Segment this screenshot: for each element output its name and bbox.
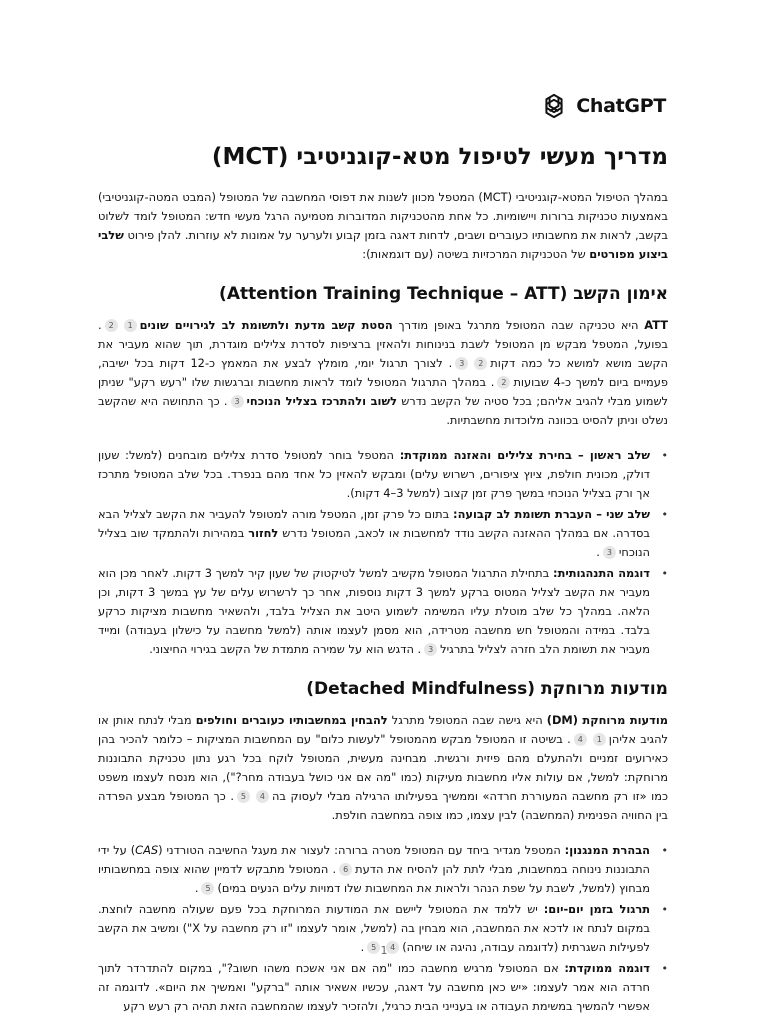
document-body	[98, 142, 668, 1018]
dm-paragraph: מודעות מרוחקת (DM) היא גישה שבה המטופל מתרגל להבחין במחשבותיו כעוברים וחולפים מבלי לנתח אותן או להגיב אליהן14. בשיטה זו המטופל מבקש מהמטופל "לעשות כלום" עם המחשבות המציקות – כלומר להכיר בהן כאירועים זמניים ולהתעלם מהם פיזית ורגשית. מבחינה מעשית, המטופל לוקח בכל רגע נתון טכניקת התבוננות מרוחקת: למשל, אם עולות אליו מחשבות מעיקות (כמו "מה אם אני כושל בעבודה מחר?"), הוא מנסח לעצמו משפט כמו «זו רק מחשבה המעוררת חרדה» וממשיך בפעילותו הרגילה מבלי לעסוק בה45. כך המטופל מבצע הפרדה בין החוויה הפנימית (המחשבה) לבין עצמו, כמו צופה במחשבה חולפת.	[98, 713, 669, 822]
list-item: • דוגמה התנהגותית: בתחילת התרגול המטופל מקשיב למשל לטיקטוק של שעון קיר למשך 3 דקות. לאחר מכן הוא מעביר את הקשב לצליל המטוס ברקע למשך 3 דקות נוספות, אחר כך לרשרוש עלים של עץ במשך 3 דקות, וכן הלאה. במהלך כל שלב מוטלת עליו המשימה לשמוע היטב את הצליל בלבד, ולהשאיר מחשבות מציקות כרקע בלבד. במידה והמטופל חש מחשבה מטרידה, הוא מסמן לעצמו אותה (למשל מחשבה על כישלון בעבודה) ומייד מעביר את תשומת הלב חזרה לצליל בתרגיל3. הדגש הוא על שמירה מתמדת של הקשב בגירוי החיצוני.	[98, 564, 668, 659]
brand-name: ChatGPT	[576, 95, 666, 117]
dm-steps-list	[98, 841, 668, 1016]
dm-heading: מודעות מרוחקת (Detached Mindfulness)	[306, 679, 668, 699]
citation-badge[interactable]: 5	[237, 790, 250, 803]
intro-paragraph: במהלך הטיפול המטא-קוגניטיבי (MCT) המטפל מכוון לשנות את דפוסי המחשבה של המטופל (המבט המטה-קוגניטיבי) באמצעות טכניקות ברורות ויישומיות. כל אחת מהטכניקות המדוברות מטמיעה הרגל מעשי חדש: המטופל לומד לשלוט בקשב, לראות את מחשבותיו כעוברים ושבים, לדחות דאגה בזמן קבוע ולערער על אמונות לא עוזרות. להלן פירוט שלבי ביצוע מפורטים של הטכניקות המרכזיות בשיטה (עם דוגמאות):	[98, 190, 668, 261]
att-paragraph: ATT היא טכניקה שבה המטופל מתרגל באופן מודרך הסטת קשב מדעת ולתשומת לב לגירויים שונים12. בפועל, המטפל מבקש מן המטופל לשבת בנינוחות ולהאזין ברציפות לסדרת צלילים מוגדרת, תוך שהוא מעביר את הקשב מושא למושא כל כמה דקות23. לצורך תרגול יומי, מומלץ לבצע את המאמץ כ-12 דקות בכל ישיבה, פעמיים ביום למשך כ-4 שבועות2. במהלך התרגול המטופל לומד לראות מחשבות וברגשות שלו "רעש רקע" שניתן לשמוע מבלי להגיב אליהם; בכל סטיה של הקשב נדרש לשוב ולהתרכז בצליל הנוכחי3. כך התחושה היא שהקשב נשלט וניתן להסיט בכוונה מלוכדות מחשבתיות.	[98, 318, 668, 427]
list-item: • דוגמה ממוקדת: אם המטופל מרגיש מחשבה כמו "מה אם אני אשכח משהו חשוב?", במקום להתדרדר לתוך חרדה הוא אמר לעצמו: «יש כאן מחשבה על דאגה, עכשיו אשאיר אותה "ברקע" ואמשיך את היום». לדוגמה זה אפשרי להמשיך במשימת העבודה או בענייני הבית כרגיל, ולהזכיר לעצמו שהמחשבה הזאת תהיה רק רעש רקע	[98, 959, 668, 1016]
citation-badge[interactable]: 3	[455, 357, 468, 370]
page-number: 1	[380, 944, 388, 957]
citation-badge[interactable]: 4	[256, 790, 269, 803]
list-item: • שלב שני – העברת תשומת לב קבועה: בתום כל פרק זמן, המטפל מורה למטופל להעביר את הקשב לצליל הבא בסדרה. אם במהלך ההאזנה הקשב נודד למחשבות או לכאב, המטופל נדרש לחזור במהירות ולהתמקד שוב בצליל הנוכחי3.	[98, 505, 668, 562]
citation-badge[interactable]: 3	[231, 395, 244, 408]
list-item: • שלב ראשון – בחירת צלילים והאזנה ממוקדת: המטפל בוחר למטופל סדרת צלילים מובחנים (למשל: שעון דולק, מכונית חולפת, ציוץ ציפורים, רשרוש עלים) ומבקש להאזין כל אחד מהם בנפרד. בכל שלב המטופל מתרכז אך ורק בצליל הנוכחי במשך פרק זמן קצוב (למשל 3–4 דקות).	[98, 446, 668, 503]
citation-badge[interactable]: 3	[424, 643, 437, 656]
citation-badge[interactable]: 2	[105, 319, 118, 332]
att-steps-list	[98, 446, 668, 659]
list-item: • הבהרת המנגנון: המטפל מגדיר ביחד עם המטופל מטרה ברורה: לעצור את מעגל החשיבה הטורדני (CAS) על ידי התבוננות נינוחה במחשבות, מבלי לתת להן להסיח את הדעת6. המטופל מתבקש לדמיין שהוא צופה במחשבותיו מבחוץ (למשל, לשבת על שפת הנהר ולראות את המחשבות שלו דמויות עלים הנעים במים)5.	[98, 841, 668, 898]
page-title: מדריך מעשי לטיפול מטא-קוגניטיבי (MCT)	[211, 144, 668, 170]
citation-badge[interactable]: 1	[593, 733, 606, 746]
openai-logo-icon	[540, 92, 568, 120]
citation-badge[interactable]: 2	[497, 376, 510, 389]
list-item: • תרגול בזמן יום-יום: יש ללמד את המטופל ליישם את המודעות המרוחקת בכל פעם שעולה מחשבה לוחצת. במקום לנתח או לדכא את המחשבה, הוא מבחין בה (למשל, אומר לעצמו "זו רק מחשבה על X") ומשיב את הקשב לפעילות השגרתית (לדוגמה עבודה, נהיגה או שיחה)45.	[98, 900, 668, 957]
brand-header	[540, 92, 666, 120]
citation-badge[interactable]: 5	[367, 941, 380, 954]
citation-badge[interactable]: 5	[201, 882, 214, 895]
citation-badge[interactable]: 3	[603, 546, 616, 559]
citation-badge[interactable]: 2	[474, 357, 487, 370]
citation-badge[interactable]: 1	[124, 319, 137, 332]
citation-badge[interactable]: 6	[339, 863, 352, 876]
citation-badge[interactable]: 4	[386, 941, 399, 954]
att-heading: אימון הקשב (Attention Training Technique – ATT)	[219, 284, 668, 304]
citation-badge[interactable]: 4	[574, 733, 587, 746]
